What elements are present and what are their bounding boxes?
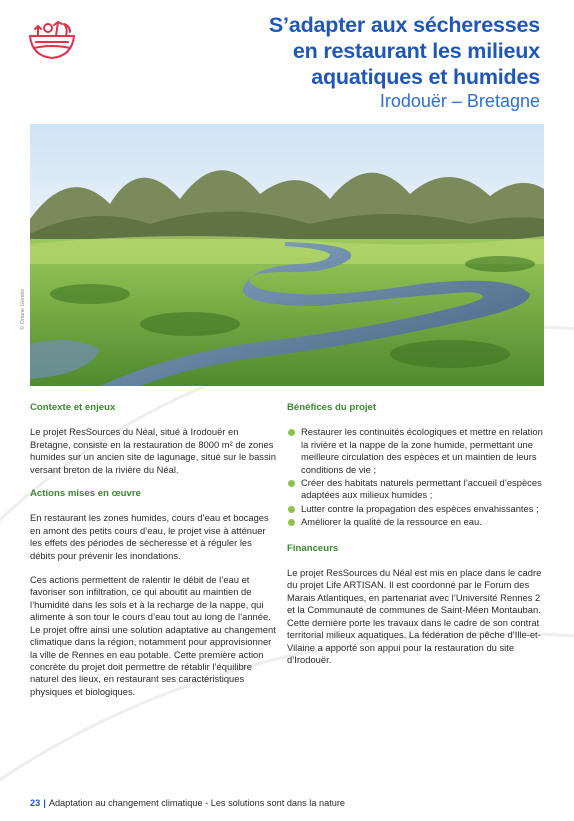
footer-text: Adaptation au changement climatique - Les solutions sont dans la nature xyxy=(48,798,346,808)
heading-benefices: Bénéfices du projet xyxy=(287,402,377,413)
page-title xyxy=(140,12,540,90)
actions-paragraph-1: En restaurant les zones humides, cours d’eau et bocages en amont des petits cours d’eau, le projet vise à atténuer les effets des périodes de sécheresse et à réguler les débits pour prévenir les inondations. xyxy=(30,512,269,561)
bullet-icon xyxy=(288,480,295,487)
financeurs-text: Le projet ResSources du Néal est mis en place dans le cadre du projet Life ARTISAN. Il est coordonné par le Forum des Marais Atlantiques, en partenariat avec l’Université Rennes 2 et la Communauté de communes de Saint-Méen Montauban. Cette dernière porte les travaux dans le cadre de son contrat territorial milieux aquatiques. La fédération de pêche d’Ille-et-Vilaine a apporté son appui pour la restauration du site d’Irodouër. xyxy=(287,567,542,665)
basket-of-vegetables-icon xyxy=(24,14,80,64)
title-line-3: aquatiques et humides xyxy=(311,65,540,89)
bullet-icon xyxy=(288,429,295,436)
list-item xyxy=(287,503,543,515)
title-line-2: en restaurant les milieux xyxy=(292,39,540,63)
landscape-illustration xyxy=(30,124,544,386)
footer-separator: | xyxy=(43,798,46,808)
heading-financeurs: Financeurs xyxy=(287,542,339,554)
title-line-1: S’adapter aux sécheresses xyxy=(268,13,540,37)
left-column xyxy=(30,402,278,710)
page-subtitle: Irodouër – Bretagne xyxy=(379,91,540,111)
heading-actions: Actions mises en œuvre xyxy=(30,488,141,500)
benefits-list xyxy=(287,426,543,528)
contexte-text: Le projet ResSources du Néal, situé à Irodouër en Bretagne, consiste en la restauration de 8000 m² de zones humides sur un ancien site de lagunage, situé sur le bassin versant breton de la rivière du Néal. xyxy=(30,426,276,475)
bullet-icon xyxy=(288,519,295,526)
benefit-text: Lutter contre la propagation des espèces envahissantes ; xyxy=(301,502,539,514)
landscape-photo xyxy=(30,124,544,386)
list-item xyxy=(287,516,543,528)
page-footer xyxy=(30,798,345,808)
right-column xyxy=(287,402,543,678)
heading-contexte: Contexte et enjeux xyxy=(30,402,116,413)
benefit-text: Restaurer les continuités écologiques et mettre en relation la rivière et la nappe de la zone humide, permettant une meilleure circulation des espèces et un maintien de leurs conditions de vie ; xyxy=(301,426,543,475)
list-item xyxy=(287,426,543,476)
benefit-text: Créer des habitats naturels permettant l’accueil d’espèces adaptées aux milieux humides ; xyxy=(301,477,542,501)
bullet-icon xyxy=(288,506,295,513)
title-block xyxy=(140,12,540,112)
list-item xyxy=(287,477,543,502)
page-number: 23 xyxy=(30,798,41,808)
actions-paragraph-2: Ces actions permettent de ralentir le débit de l’eau et favoriser son infiltration, ce qui aboutit au maintien de l’humidité dans les sols et à la recharge de la nappe, qui alimente à son tour le cours d’eau tout au long de l’année. Le projet offre ainsi une solution adaptative au changement climatique dans la région, notamment pour approvisionner la ville de Rennes en eau potable. Cette première action concrète du projet doit permettre de rétablir l’équilibre naturel des lieux, en restaurant ses caractéristiques physiques et biologiques. xyxy=(30,574,276,697)
benefit-text: Améliorer la qualité de la ressource en eau. xyxy=(301,516,482,528)
photo-credit: © Oriane Genois xyxy=(20,288,26,330)
